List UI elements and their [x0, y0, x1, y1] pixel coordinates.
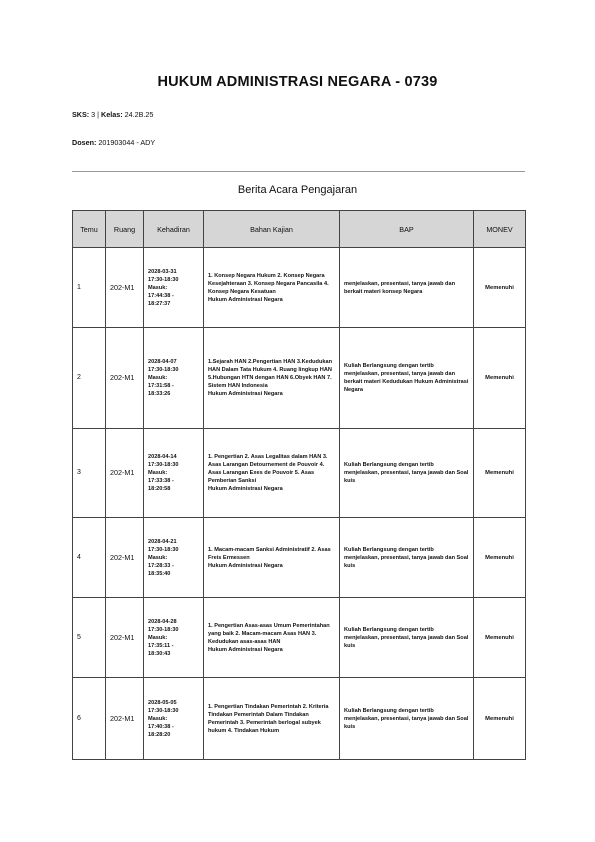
table-header-row — [73, 211, 526, 248]
cell-temu: 4 — [73, 518, 106, 598]
cell-ruang: 202-M1 — [106, 429, 144, 518]
kelas-label: Kelas: — [101, 110, 123, 119]
column-header-monev: MONEV — [474, 211, 526, 248]
cell-kehadiran: 2028-04-07 17:30-18:30 Masuk: 17:31:58 - 18:33:26 — [144, 328, 204, 429]
cell-ruang: 202-M1 — [106, 678, 144, 760]
table-row — [73, 248, 526, 328]
cell-bap: Kuliah Berlangsung dengan tertib menjelaskan, presentasi, tanya jawab dan Soal kuis — [340, 518, 474, 598]
cell-kehadiran: 2028-04-28 17:30-18:30 Masuk: 17:35:11 - 18:30:43 — [144, 598, 204, 678]
course-info — [72, 110, 153, 119]
cell-bap: Kuliah Berlangsung dengan tertib menjelaskan, presentasi, tanya jawab dan berkait materi Kedudukan Hukum Administrasi Negara — [340, 328, 474, 429]
column-header-bap: BAP — [340, 211, 474, 248]
dosen-label: Dosen: — [72, 138, 97, 147]
cell-bahan-kajian: 1.Sejarah HAN 2.Pengertian HAN 3.Kedudukan HAN Dalam Tata Hukum 4. Ruang lingkup HAN 5.Hubungan HTN dengan HAN 6.Obyek HAN 7. Sistem HAN Indonesia Hukum Administrasi Negara — [204, 328, 340, 429]
cell-bahan-kajian: 1. Pengertian Tindakan Pemerintah 2. Kriteria Tindakan Pemerintah Dalam Tindakan Pemerintah 3. Pemerintah berlogal subyek hukum 4. Tindakan Hukum — [204, 678, 340, 760]
table-row — [73, 518, 526, 598]
cell-kehadiran: 2028-04-21 17:30-18:30 Masuk: 17:28:33 - 18:35:40 — [144, 518, 204, 598]
table-row — [73, 598, 526, 678]
sks-label: SKS: — [72, 110, 90, 119]
table-row — [73, 678, 526, 760]
cell-ruang: 202-M1 — [106, 248, 144, 328]
cell-monev: Memenuhi — [474, 598, 526, 678]
cell-ruang: 202-M1 — [106, 328, 144, 429]
cell-monev: Memenuhi — [474, 518, 526, 598]
divider — [72, 171, 525, 172]
cell-bap: Kuliah Berlangsung dengan tertib menjelaskan, presentasi, tanya jawab dan Soal kuis — [340, 678, 474, 760]
dosen-value: 201903044 - ADY — [96, 138, 156, 147]
column-header-ruang: Ruang — [106, 211, 144, 248]
cell-monev: Memenuhi — [474, 678, 526, 760]
column-header-temu: Temu — [73, 211, 106, 248]
cell-temu: 1 — [73, 248, 106, 328]
cell-monev: Memenuhi — [474, 328, 526, 429]
cell-temu: 2 — [73, 328, 106, 429]
section-title: Berita Acara Pengajaran — [237, 184, 358, 196]
cell-bap: menjelaskan, presentasi, tanya jawab dan berkait materi konsep Negara — [340, 248, 474, 328]
cell-monev: Memenuhi — [474, 429, 526, 518]
cell-temu: 5 — [73, 598, 106, 678]
teaching-record-table — [72, 210, 526, 760]
column-header-kehadiran: Kehadiran — [144, 211, 204, 248]
cell-bap: Kuliah Berlangsung dengan tertib menjelaskan, presentasi, tanya jawab dan Soal kuis — [340, 429, 474, 518]
cell-kehadiran: 2028-03-31 17:30-18:30 Masuk: 17:44:38 - 18:27:37 — [144, 248, 204, 328]
cell-ruang: 202-M1 — [106, 518, 144, 598]
document-title: HUKUM ADMINISTRASI NEGARA - 0739 — [157, 74, 438, 90]
column-header-bahan-kajian: Bahan Kajian — [204, 211, 340, 248]
cell-monev: Memenuhi — [474, 248, 526, 328]
cell-temu: 6 — [73, 678, 106, 760]
lecturer-info — [72, 138, 155, 147]
cell-kehadiran: 2028-04-14 17:30-18:30 Masuk: 17:33:38 - 18:20:58 — [144, 429, 204, 518]
table-row — [73, 328, 526, 429]
cell-bahan-kajian: 1. Macam-macam Sanksi Administratif 2. Asas Freis Ermessen Hukum Administrasi Negara — [204, 518, 340, 598]
cell-bap: Kuliah Berlangsung dengan tertib menjelaskan, presentasi, tanya jawab dan Soal kuis — [340, 598, 474, 678]
cell-ruang: 202-M1 — [106, 598, 144, 678]
sks-value: 3 | — [89, 110, 102, 119]
cell-bahan-kajian: 1. Pengertian 2. Asas Legalitas dalam HAN 3. Asas Larangan Detournement de Pouvoir 4. Asas Larangan Exes de Pouvoir 5. Asas Pemberian Sanksi Hukum Administrasi Negara — [204, 429, 340, 518]
cell-kehadiran: 2028-05-05 17:30-18:30 Masuk: 17:40:38 - 18:28:20 — [144, 678, 204, 760]
cell-bahan-kajian: 1. Pengertian Asas-asas Umum Pemerintahan yang baik 2. Macam-macam Asas HAN 3. Kedudukan asas-asas HAN Hukum Administrasi Negara — [204, 598, 340, 678]
cell-bahan-kajian: 1. Konsep Negara Hukum 2. Konsep Negara Kesejahteraan 3. Konsep Negara Pancasila 4. Konsep Negara Kesatuan Hukum Administrasi Negara — [204, 248, 340, 328]
table-row — [73, 429, 526, 518]
cell-temu: 3 — [73, 429, 106, 518]
kelas-value: 24.2B.25 — [122, 110, 154, 119]
